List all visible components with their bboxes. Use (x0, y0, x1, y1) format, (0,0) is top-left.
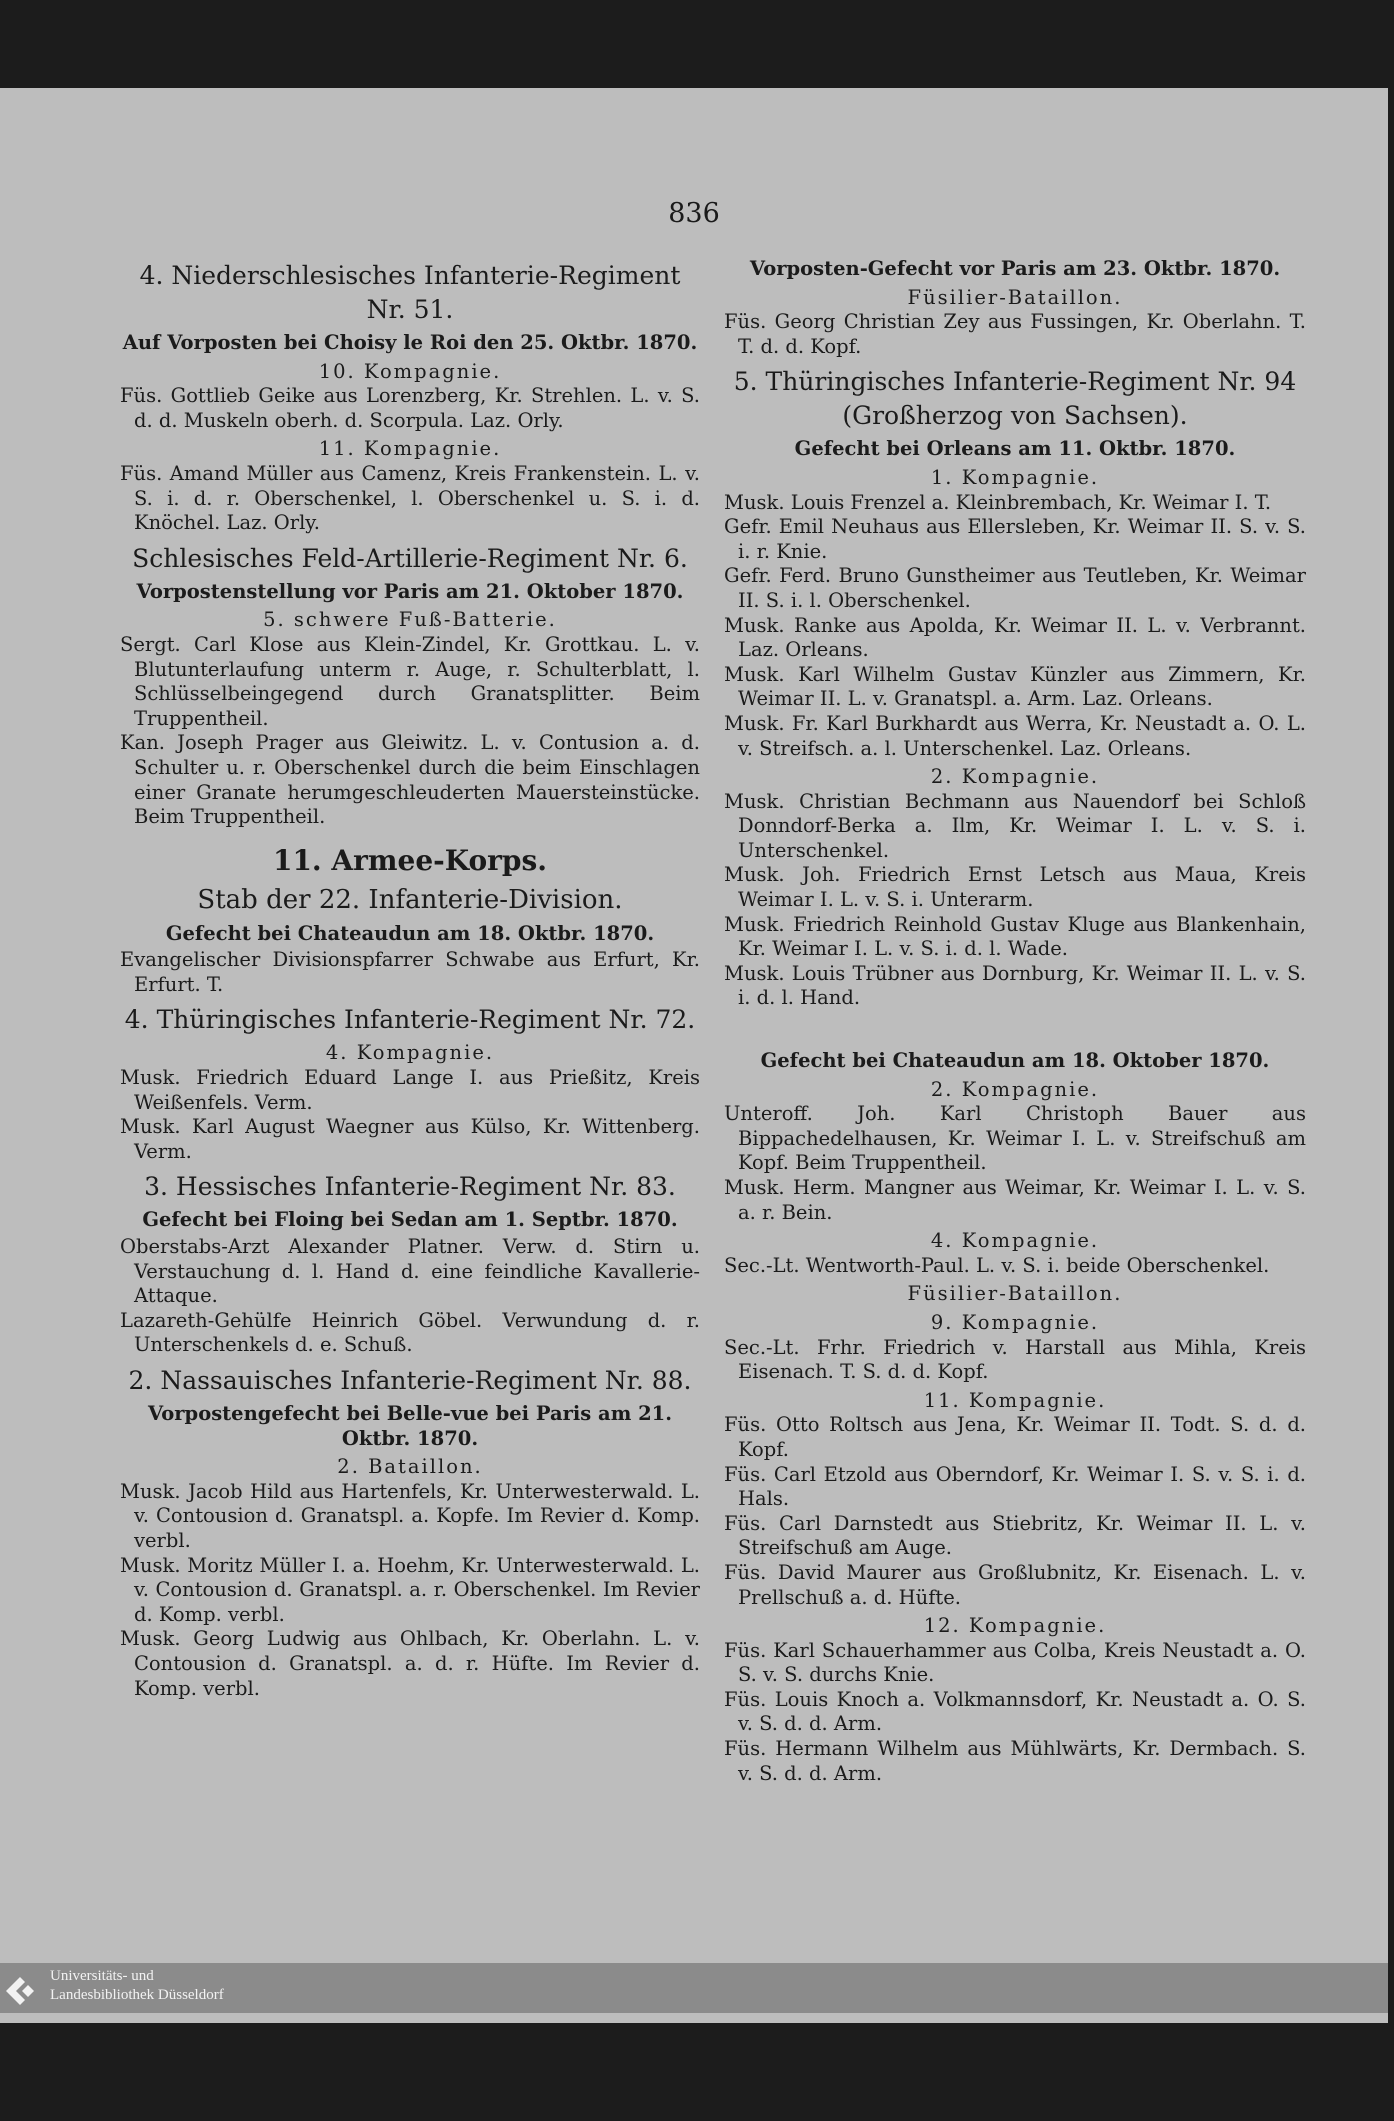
casualty-entry: Gefr. Ferd. Bruno Gunstheimer aus Teutleben, Kr. Weimar II. S. i. l. Oberschenkel. (724, 564, 1306, 612)
casualty-entry: Gefr. Emil Neuhaus aus Ellersleben, Kr. Weimar II. S. v. S. i. r. Knie. (724, 515, 1306, 563)
casualty-entry: Füs. David Maurer aus Großlubnitz, Kr. Eisenach. L. v. Prellschuß a. d. Hüfte. (724, 1560, 1306, 1609)
casualty-entry: Lazareth-Gehülfe Heinrich Göbel. Verwundung d. r. Unterschenkels d. e. Schuß. (120, 1308, 700, 1357)
casualty-entry: Füs. Otto Roltsch aus Jena, Kr. Weimar II. Todt. S. d. d. Kopf. (724, 1413, 1306, 1461)
casualty-entry: Unteroff. Joh. Karl Christoph Bauer aus Bippachedelhausen, Kr. Weimar I. L. v. Streifschuß am Kopf. Beim Truppentheil. (724, 1102, 1306, 1175)
casualty-entry: Musk. Karl Wilhelm Gustav Künzler aus Zimmern, Kr. Weimar II. L. v. Granatspl. a. Arm. Laz. Orleans. (724, 662, 1306, 711)
library-footer (0, 1963, 1388, 2013)
unit-heading: 11. Kompagnie. (318, 437, 502, 461)
casualty-entry: Evangelischer Divisionspfarrer Schwabe aus Erfurt, Kr. Erfurt. T. (120, 948, 700, 996)
page-number: 836 (668, 198, 720, 229)
casualty-entry: Füs. Carl Etzold aus Oberndorf, Kr. Weimar I. S. v. S. i. d. Hals. (724, 1462, 1306, 1511)
battle-heading: Gefecht bei Chateaudun am 18. Oktbr. 1870. (165, 921, 655, 945)
battle-heading: Vorpostenstellung vor Paris am 21. Oktober 1870. (136, 579, 684, 603)
unit-heading: 12. Kompagnie. (923, 1614, 1107, 1638)
unit-heading: 11. Kompagnie. (923, 1388, 1107, 1412)
regiment-heading: Schlesisches Feld-Artillerie-Regiment Nr. 6. (132, 543, 688, 573)
battle-heading: Gefecht bei Orleans am 11. Oktbr. 1870. (794, 437, 1236, 461)
casualty-entry: Füs. Hermann Wilhelm aus Mühlwärts, Kr. Dermbach. S. v. S. d. d. Arm. (724, 1737, 1306, 1785)
casualty-entry: Sec.-Lt. Frhr. Friedrich v. Harstall aus Mihla, Kreis Eisenach. T. S. d. d. Kopf. (724, 1335, 1306, 1384)
regiment-heading: 3. Hessisches Infanterie-Regiment Nr. 83. (144, 1172, 676, 1202)
casualty-entry: Musk. Louis Trübner aus Dornburg, Kr. Weimar II. L. v. S. i. d. l. Hand. (724, 961, 1306, 1010)
casualty-entry: Musk. Georg Ludwig aus Ohlbach, Kr. Oberlahn. L. v. Contousion d. Granatspl. a. d. r. Hüfte. Im Revier d. Komp. verbl. (120, 1627, 700, 1700)
regiment-heading: 4. Niederschlesisches Infanterie-Regiment Nr. 51. (139, 261, 681, 324)
battle-heading: Vorpostengefecht bei Belle-vue bei Paris am 21. Oktbr. 1870. (147, 1402, 673, 1450)
unit-heading: 2. Kompagnie. (930, 1077, 1100, 1101)
unit-heading: 4. Kompagnie. (930, 1229, 1100, 1253)
unit-heading: 5. schwere Fuß-Batterie. (263, 608, 557, 632)
casualty-entry: Oberstabs-Arzt Alexander Platner. Verw. d. Stirn u. Verstauchung d. l. Hand d. eine feindliche Kavallerie-Attaque. (120, 1235, 700, 1308)
casualty-entry: Musk. Ranke aus Apolda, Kr. Weimar II. L. v. Verbrannt. Laz. Orleans. (724, 613, 1306, 662)
corps-heading: 11. Armee-Korps. (272, 843, 548, 877)
casualty-entry: Füs. Karl Schauerhammer aus Colba, Kreis Neustadt a. O. S. v. S. durchs Knie. (724, 1638, 1306, 1687)
unit-heading: 4. Kompagnie. (325, 1041, 495, 1065)
casualty-entry: Musk. Karl August Waegner aus Külso, Kr. Wittenberg. Verm. (120, 1115, 700, 1163)
unit-heading: 2. Bataillon. (337, 1455, 483, 1479)
footer-line-1: Universitäts- und (50, 1968, 154, 1984)
casualty-entry: Füs. Carl Darnstedt aus Stiebritz, Kr. Weimar II. L. v. Streifschuß am Auge. (724, 1511, 1306, 1560)
casualty-entry: Kan. Joseph Prager aus Gleiwitz. L. v. Contusion a. d. Schulter u. r. Oberschenkel durch die beim Einschlagen einer Granate herumgeschleuderten Mauersteinstücke. Beim Truppentheil. (120, 731, 700, 829)
left-column (120, 253, 700, 1701)
casualty-entry: Musk. Friedrich Eduard Lange I. aus Prießitz, Kreis Weißenfels. Verm. (120, 1066, 700, 1114)
casualty-entry: Füs. Amand Müller aus Camenz, Kreis Frankenstein. L. v. S. i. d. r. Oberschenkel, l. Oberschenkel u. S. i. d. Knöchel. Laz. Orly. (120, 461, 700, 535)
battle-heading: Gefecht bei Chateaudun am 18. Oktober 1870. (760, 1049, 1270, 1073)
scanned-page (0, 88, 1388, 2023)
casualty-entry: Sergt. Carl Klose aus Klein-Zindel, Kr. Grottkau. L. v. Blutunterlaufung unterm r. Auge, r. Schulterblatt, l. Schlüsselbeingegend durch Granatsplitter. Beim Truppentheil. (120, 632, 700, 730)
casualty-entry: Musk. Moritz Müller I. a. Hoehm, Kr. Unterwesterwald. L. v. Contousion d. Granatspl. a. r. Oberschenkel. Im Revier d. Komp. verbl. (120, 1553, 700, 1626)
regiment-heading: 5. Thüringisches Infanterie-Regiment Nr. 94 (Großherzog von Sachsen). (733, 367, 1297, 431)
casualty-entry: Musk. Jacob Hild aus Hartenfels, Kr. Unterwesterwald. L. v. Contousion d. Granatspl. a. Kopfe. Im Revier d. Komp. verbl. (120, 1479, 700, 1552)
right-column (724, 253, 1306, 1786)
casualty-entry: Musk. Herm. Mangner aus Weimar, Kr. Weimar I. L. v. S. a. r. Bein. (724, 1176, 1306, 1224)
casualty-entry: Füs. Gottlieb Geike aus Lorenzberg, Kr. Strehlen. L. v. S. d. d. Muskeln oberh. d. Scorpula. Laz. Orly. (120, 384, 700, 432)
regiment-heading: 4. Thüringisches Infanterie-Regiment Nr. 72. (124, 1005, 696, 1035)
casualty-entry: Füs. Georg Christian Zey aus Fussingen, Kr. Oberlahn. T. T. d. d. Kopf. (724, 310, 1306, 358)
unit-heading: Füsilier-Bataillon. (907, 1282, 1123, 1306)
unit-heading: Füsilier-Bataillon. (907, 285, 1123, 309)
battle-heading: Vorposten-Gefecht vor Paris am 23. Oktbr. 1870. (749, 257, 1281, 280)
regiment-heading: 2. Nassauisches Infanterie-Regiment Nr. 88. (128, 1366, 692, 1395)
division-heading: Stab der 22. Infanterie-Division. (197, 884, 623, 915)
unit-heading: 2. Kompagnie. (930, 765, 1100, 789)
unit-heading: 9. Kompagnie. (930, 1310, 1100, 1334)
footer-line-2: Landesbibliothek Düsseldorf (50, 1987, 224, 2003)
unit-heading: 10. Kompagnie. (318, 359, 502, 383)
casualty-entry: Musk. Friedrich Reinhold Gustav Kluge aus Blankenhain, Kr. Weimar I. L. v. S. i. d. l. Wade. (724, 912, 1306, 961)
unit-heading: 1. Kompagnie. (930, 465, 1100, 489)
casualty-entry: Musk. Louis Frenzel a. Kleinbrembach, Kr. Weimar I. T. (724, 490, 1272, 514)
battle-heading: Auf Vorposten bei Choisy le Roi den 25. Oktbr. 1870. (122, 331, 698, 354)
casualty-entry: Füs. Louis Knoch a. Volkmannsdorf, Kr. Neustadt a. O. S. v. S. d. d. Arm. (724, 1687, 1306, 1736)
casualty-entry: Sec.-Lt. Wentworth-Paul. L. v. S. i. beide Oberschenkel. (724, 1253, 1270, 1277)
ulb-logo-icon (4, 1971, 44, 2009)
battle-heading: Gefecht bei Floing bei Sedan am 1. Septbr. 1870. (142, 1208, 678, 1232)
casualty-entry: Musk. Fr. Karl Burkhardt aus Werra, Kr. Neustadt a. O. L. v. Streifsch. a. l. Unterschenkel. Laz. Orleans. (724, 711, 1306, 760)
casualty-entry: Musk. Christian Bechmann aus Nauendorf bei Schloß Donndorf-Berka a. Ilm, Kr. Weimar I. L. v. S. i. Unterschenkel. (724, 789, 1306, 862)
casualty-entry: Musk. Joh. Friedrich Ernst Letsch aus Maua, Kreis Weimar I. L. v. S. i. Unterarm. (724, 863, 1306, 912)
